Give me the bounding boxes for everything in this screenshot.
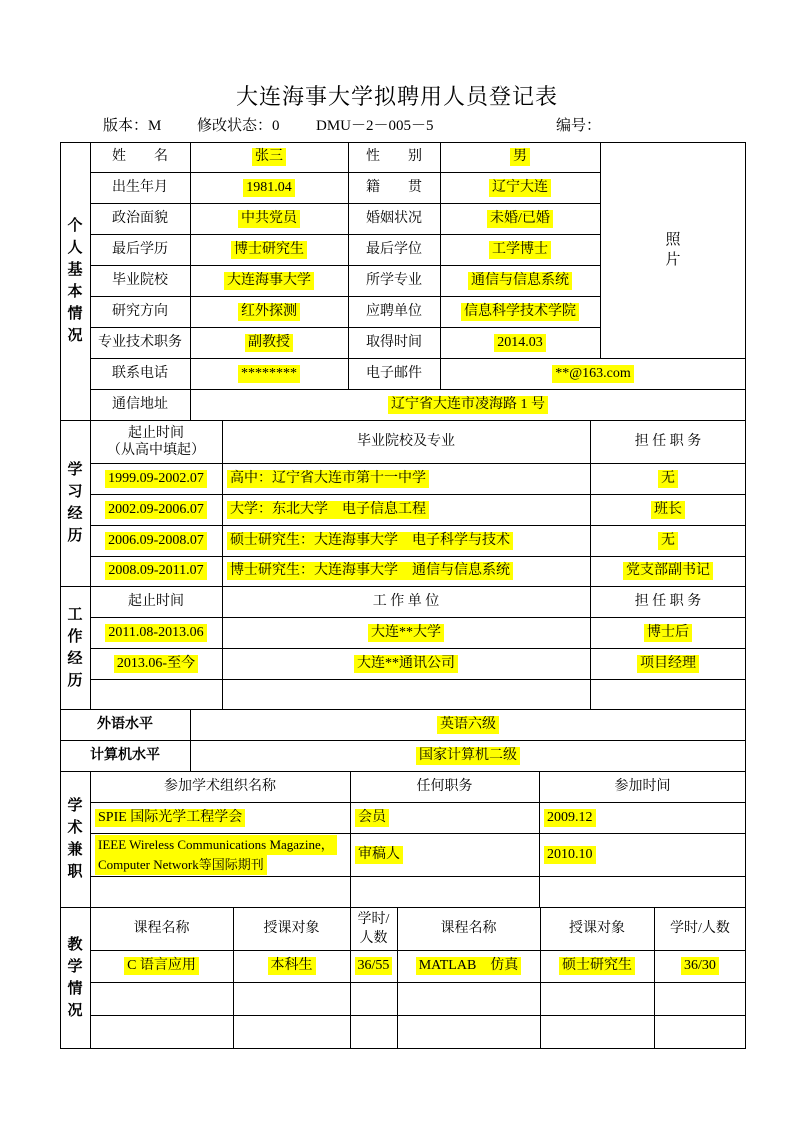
doc-code: DMU－2－005－5 <box>316 118 434 134</box>
teaching-course-header: 课程名称 <box>133 920 190 936</box>
study-school-1[interactable]: 高中：辽宁省大连市第十一中学 <box>227 470 429 488</box>
work-role-2[interactable]: 项目经理 <box>637 655 699 673</box>
unit-label: 应聘单位 <box>366 303 422 319</box>
teaching-target2-header: 授课对象 <box>569 920 625 936</box>
origin-value[interactable]: 辽宁大连 <box>489 179 551 197</box>
status-label: 修改状态：0 <box>197 118 280 134</box>
section-study: 学 习 经 历 <box>67 462 83 544</box>
academic-org-2[interactable]: IEEE Wireless Communications Magazine， Computer Network等国际期刊 <box>90 833 350 876</box>
section-academic: 学 术 兼 职 <box>67 798 83 880</box>
school-label: 毕业院校 <box>112 272 168 288</box>
name-label: 姓 名 <box>112 149 168 164</box>
teaching-hours2-1[interactable]: 36/30 <box>681 957 719 975</box>
computer-label: 计算机水平 <box>90 747 160 763</box>
marital-label: 婚姻状况 <box>366 210 422 226</box>
study-time-4[interactable]: 2008.09-2011.07 <box>105 562 206 580</box>
title-label: 专业技术职务 <box>98 334 182 350</box>
work-time-2[interactable]: 2013.06-至今 <box>114 655 198 673</box>
academic-role-2[interactable]: 审稿人 <box>355 846 403 864</box>
academic-org-1[interactable]: SPIE 国际光学工程学会 <box>95 809 245 827</box>
academic-role-header: 任何职务 <box>416 778 473 794</box>
politics-value[interactable]: 中共党员 <box>238 210 300 228</box>
work-role-1[interactable]: 博士后 <box>644 624 692 642</box>
teaching-hours2-header: 学时/人数 <box>670 920 730 936</box>
politics-label: 政治面貌 <box>112 210 168 226</box>
teaching-hours-header: 学时/ 人数 <box>357 911 390 946</box>
birth-value[interactable]: 1981.04 <box>243 179 295 197</box>
origin-label: 籍 贯 <box>366 179 422 195</box>
teaching-course-1[interactable]: C 语言应用 <box>124 957 199 975</box>
work-unit-header: 工 作 单 位 <box>372 593 440 609</box>
study-school-header: 毕业院校及专业 <box>357 433 455 449</box>
major-label: 所学专业 <box>366 272 422 288</box>
language-label: 外语水平 <box>97 716 153 732</box>
phone-value[interactable]: ******** <box>238 365 300 383</box>
address-value[interactable]: 辽宁省大连市凌海路 1 号 <box>388 396 548 414</box>
research-label: 研究方向 <box>112 303 168 319</box>
obtain-label: 取得时间 <box>366 334 422 350</box>
study-role-header: 担 任 职 务 <box>634 433 702 449</box>
work-unit-1[interactable]: 大连**大学 <box>368 624 444 642</box>
academic-time-2[interactable]: 2010.10 <box>544 846 596 864</box>
study-time-2[interactable]: 2002.09-2006.07 <box>105 501 207 519</box>
major-value[interactable]: 通信与信息系统 <box>468 272 572 290</box>
section-personal: 个 人 基 本 情 况 <box>67 218 83 344</box>
study-time-1[interactable]: 1999.09-2002.07 <box>105 470 207 488</box>
teaching-target2-1[interactable]: 硕士研究生 <box>559 957 635 975</box>
work-time-header: 起止时间 <box>128 593 184 609</box>
academic-org-header: 参加学术组织名称 <box>164 778 276 794</box>
teaching-hours-1[interactable]: 36/55 <box>355 957 393 975</box>
teaching-target-1[interactable]: 本科生 <box>268 957 316 975</box>
photo-label-2: 片 <box>665 252 681 268</box>
work-role-header: 担 任 职 务 <box>634 593 702 609</box>
photo-box[interactable] <box>600 142 746 358</box>
academic-time-header: 参加时间 <box>614 778 671 794</box>
study-school-2[interactable]: 大学：东北大学 电子信息工程 <box>227 501 429 519</box>
address-label: 通信地址 <box>112 396 168 412</box>
teaching-target-header: 授课对象 <box>263 920 320 936</box>
unit-value[interactable]: 信息科学技术学院 <box>461 303 579 321</box>
gender-value[interactable]: 男 <box>510 148 530 166</box>
study-role-3[interactable]: 无 <box>658 532 678 550</box>
language-value[interactable]: 英语六级 <box>437 716 499 734</box>
version-label: 版本：M <box>103 118 162 134</box>
number-label: 编号： <box>556 118 602 134</box>
degree-label: 最后学位 <box>366 241 422 257</box>
edu-label: 最后学历 <box>112 241 168 257</box>
study-time-3[interactable]: 2006.09-2008.07 <box>105 532 207 550</box>
email-value[interactable]: **@163.com <box>552 365 634 383</box>
obtain-value[interactable]: 2014.03 <box>494 334 546 352</box>
study-role-2[interactable]: 班长 <box>651 501 685 519</box>
page-title: 大连海事大学拟聘用人员登记表 <box>235 84 558 109</box>
title-value[interactable]: 副教授 <box>245 334 293 352</box>
academic-time-1[interactable]: 2009.12 <box>544 809 596 827</box>
study-role-4[interactable]: 党支部副书记 <box>623 562 713 580</box>
birth-label: 出生年月 <box>112 179 168 195</box>
email-label: 电子邮件 <box>366 365 422 381</box>
research-value[interactable]: 红外探测 <box>238 303 300 321</box>
study-school-4[interactable]: 博士研究生：大连海事大学 通信与信息系统 <box>227 562 513 580</box>
marital-value[interactable]: 未婚/已婚 <box>487 210 553 228</box>
study-role-1[interactable]: 无 <box>658 470 678 488</box>
name-value[interactable]: 张三 <box>252 148 286 166</box>
work-unit-2[interactable]: 大连**通讯公司 <box>354 655 458 673</box>
section-teaching: 教 学 情 况 <box>67 936 83 1019</box>
study-school-3[interactable]: 硕士研究生：大连海事大学 电子科学与技术 <box>227 532 513 550</box>
edu-value[interactable]: 博士研究生 <box>231 241 307 259</box>
teaching-course2-1[interactable]: MATLAB 仿真 <box>416 957 522 975</box>
teaching-course2-header: 课程名称 <box>440 920 497 936</box>
phone-label: 联系电话 <box>112 365 168 381</box>
gender-label: 性 别 <box>366 149 422 164</box>
work-time-1[interactable]: 2011.08-2013.06 <box>105 624 206 642</box>
section-work: 工 作 经 历 <box>67 606 83 689</box>
academic-role-1[interactable]: 会员 <box>355 809 389 827</box>
degree-value[interactable]: 工学博士 <box>489 241 551 259</box>
computer-value[interactable]: 国家计算机二级 <box>416 747 520 765</box>
study-time-header: 起止时间 （从高中填起） <box>107 425 205 458</box>
photo-label-1: 照 <box>665 232 681 248</box>
school-value[interactable]: 大连海事大学 <box>224 272 314 290</box>
